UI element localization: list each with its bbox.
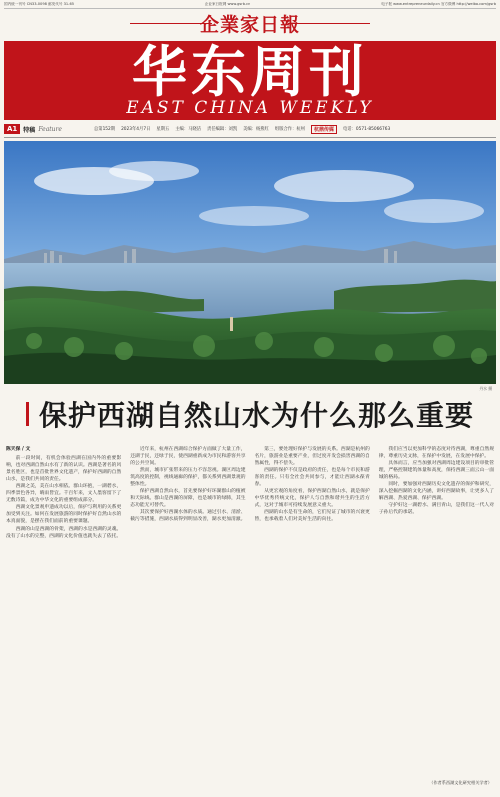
paragraph: 西湖文化景观申遗成功以后，保护与利用的关系更加受到关注。如何在发展旅游的同时保护好自然山水的本真面貌，是摆在我们面前的重要课题。: [6, 505, 122, 525]
masthead-banner: [4, 41, 496, 120]
paragraph: 然而，城市扩张带来的压力不容忽视。湖区周边建筑高度的控制，视线通廊的保护，都关系到西湖景观的整体性。: [130, 468, 246, 488]
paragraph: 保护西湖自然山水，首先要保护好环湖群山的植被和天际线。群山是西湖的屏障，也是城市的绿肺，其生态功能无可替代。: [130, 489, 246, 509]
byline: 陈天保 / 文: [6, 447, 31, 452]
page-number: A1: [4, 124, 20, 134]
headline-block: [0, 393, 500, 435]
topbar-links: 电子报 www.entrepreneurdaily.cn 官方微博 http://weibo.com/gsrb: [381, 1, 496, 6]
headline-accent-bar: [26, 402, 29, 426]
partner-tag: 杭鼎传媒: [311, 125, 337, 134]
author-note: （作者系西湖文化研究相关学者）: [429, 780, 492, 785]
section-name-en: Feature: [38, 125, 62, 133]
contact-phone: 电话：0571-85066763: [343, 127, 391, 132]
editor-credit: 美编：杨燕红: [243, 127, 269, 132]
issue-number: 总第152期: [93, 127, 116, 132]
masthead-title: 华东周刊: [131, 41, 368, 104]
issue-weekday: 星期五: [156, 127, 170, 132]
article-column: [130, 446, 245, 778]
paragraph: 同时，要加强对西湖历史文化遗存的保护和研究，深入挖掘西湖的文化内涵，讲好西湖故事，让更多人了解西湖、热爱西湖、保护西湖。: [378, 482, 494, 502]
editor-credit: 主编：马晓洁: [175, 127, 202, 132]
editor-credit: 组版合作：杭州: [274, 127, 305, 132]
paragraph: 其次要保护好西湖水体的水质。通过引水、清淤、截污等措施，西湖水质得到明显改善，湖水更加清澈。: [130, 510, 246, 523]
section-name: 特稿: [23, 126, 36, 134]
paragraph: 从更宏观的角度看，保护西湖自然山水，就是保护中华优秀传统文化，保护人与自然和谐共生的生活方式，这对于城市可持续发展意义重大。: [254, 489, 370, 509]
west-lake-photo: [4, 141, 496, 384]
paragraph: 守护好这一湖碧水、满目青山，是我们这一代人对子孙后代的承诺。: [378, 503, 494, 516]
topbar-registration: 国内统一刊号 CN33-0098 邮发代号 31-65: [4, 1, 75, 6]
paragraph: 第三，要处理好保护与发展的关系。西湖是杭州的名片，旅游业是重要产业，但过度开发会损害西湖的自然属性，得不偿失。: [254, 447, 370, 467]
topbar-website: 企业家日报网 www.gsrb.cn: [204, 1, 251, 6]
paragraph: 西湖的山水是有生命的，它们见证了城市的兴衰更替，也承载着人们对美好生活的向往。: [254, 510, 370, 523]
headline: 保护西湖自然山水为什么那么重要: [38, 399, 474, 432]
paragraph: 西湖的保护不仅是政府的责任，也是每个市民和游客的责任。只有全社会共同参与，才能让西湖永葆青春。: [254, 468, 370, 488]
top-info-bar: [4, 0, 496, 9]
photo-credit: 丹水 摄: [479, 386, 492, 391]
paragraph: 我们应当以更加科学的态度对待西湖，尊重自然规律，尊重历史文脉，在保护中发展，在发展中保护。: [378, 447, 494, 460]
issue-date: 2023年4月7日: [121, 127, 151, 132]
article-column: [6, 446, 121, 778]
article-body: [6, 446, 494, 778]
editor-credit: 责任编辑：刘凯: [207, 127, 238, 132]
paragraph: 西湖的山是西湖的骨架，西湖的水是西湖的灵魂。没有了山水的完整，西湖的文化价值也就失去了依托。: [6, 526, 122, 539]
page-info-bar: [4, 121, 496, 138]
paragraph: 近年来，杭州在西湖综合保护方面做了大量工作，还湖于民，还绿于民，使西湖重新成为市民和游客共享的公共空间。: [130, 447, 246, 467]
ornament-right: [288, 23, 370, 30]
article-column: [379, 446, 494, 778]
newspaper-name: 企業家日報: [199, 14, 300, 36]
paragraph: 西湖之美，美在山水相依。群山环抱，一湖碧水，四季景色各异，晴雨皆宜。千百年来，文人墨客留下了无数诗篇，成为中华文化的重要组成部分。: [6, 484, 122, 504]
paragraph: 前一段时间，有机会体验西湖在国内外的重要影响，也对西湖自然山水有了新的认识。西湖是著名的风景名胜区，也是首批世界文化遗产，保护好西湖的自然山水，是我们共同的责任。: [6, 456, 122, 483]
paragraph: 具体而言，应当加强对西湖周边建设项目的审批管理，严格控制建筑体量和高度，保持西湖三面云山一面城的格局。: [378, 461, 494, 481]
masthead-subtitle: EAST CHINA WEEKLY: [126, 98, 374, 118]
article-column: [255, 446, 370, 778]
